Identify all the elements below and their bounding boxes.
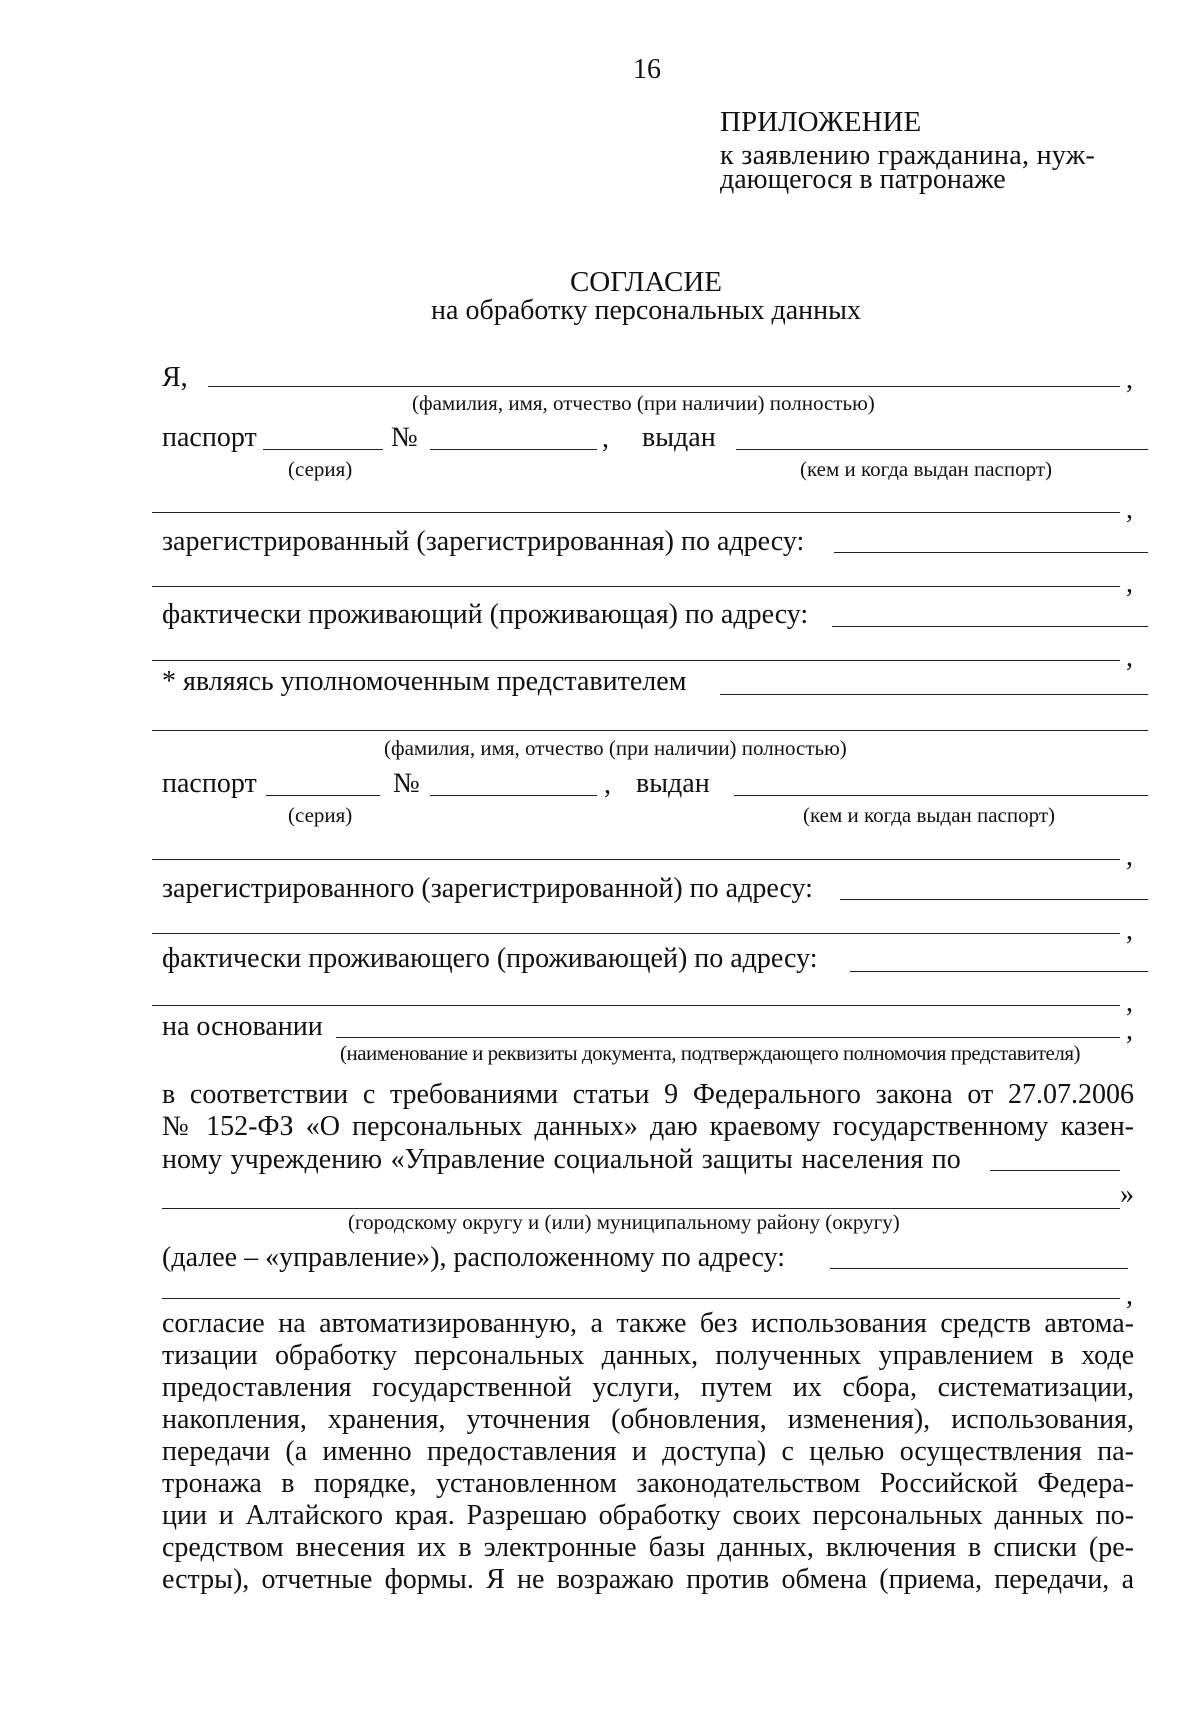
comma: , xyxy=(1126,987,1133,1018)
appendix-title: ПРИЛОЖЕНИЕ xyxy=(720,106,922,138)
document-subtitle: на обработку персональных данных xyxy=(431,295,861,326)
ya-label: Я, xyxy=(162,362,188,393)
actual-address-continuation-line[interactable] xyxy=(152,660,1120,661)
paragraph-line: № 152-ФЗ «О персональных данных» даю краевому государственному казен- xyxy=(162,1111,1134,1142)
document-title: СОГЛАСИЕ xyxy=(569,266,723,298)
rep-actual-address-label: фактически проживающего (проживающей) по адресу: xyxy=(162,943,818,974)
actual-address-line[interactable] xyxy=(832,626,1148,627)
consent-paragraph-2 xyxy=(162,1308,1134,1596)
comma: , xyxy=(1126,841,1133,872)
page-number: 16 xyxy=(633,54,661,85)
paragraph-line: накопления, хранения, уточнения (обновления, изменения), использования, xyxy=(162,1404,1134,1435)
representative-name-continuation-line[interactable] xyxy=(152,730,1148,731)
number-sign: № xyxy=(391,422,418,453)
paragraph-line: естры), отчетные формы. Я не возражаю против обмена (приема, передачи, а xyxy=(162,1564,1134,1595)
passport-label: паспорт xyxy=(162,422,257,453)
comma: , xyxy=(1126,1015,1133,1046)
actual-address-label: фактически проживающий (проживающая) по адресу: xyxy=(162,599,809,630)
rep-actual-address-line[interactable] xyxy=(850,971,1148,972)
passport-number-line[interactable] xyxy=(430,449,597,450)
registered-address-continuation-line[interactable] xyxy=(152,586,1120,587)
management-address-continuation-line[interactable] xyxy=(162,1298,1120,1299)
rep-actual-continuation-line[interactable] xyxy=(152,1005,1120,1006)
basis-hint: (наименование и реквизиты документа, подтверждающего полномочия представителя) xyxy=(340,1041,1080,1065)
rep-passport-issued-line[interactable] xyxy=(734,795,1148,796)
consent-paragraph-1 xyxy=(162,1079,1134,1143)
appendix-line-1: к заявлению гражданина, нуж- xyxy=(720,140,1096,171)
further-label: (далее – «управление»), расположенному по адресу: xyxy=(162,1242,786,1273)
paragraph-line: ному учреждению «Управление социальной защиты населения по xyxy=(162,1144,961,1175)
district-line[interactable] xyxy=(990,1170,1120,1171)
rep-registered-label: зарегистрированного (зарегистрированной) по адресу: xyxy=(162,873,813,904)
rep-passport-label: паспорт xyxy=(162,768,257,799)
passport-series-line[interactable] xyxy=(263,449,383,450)
comma: , xyxy=(1126,364,1133,395)
fio-hint: (фамилия, имя, отчество (при наличии) полностью) xyxy=(412,391,875,415)
issued-hint: (кем и когда выдан паспорт) xyxy=(800,457,1053,481)
appendix-line-2: дающегося в патронаже xyxy=(720,164,1006,195)
rep-passport-number-line[interactable] xyxy=(430,795,597,796)
management-address-line[interactable] xyxy=(830,1268,1128,1269)
rep-passport-series-line[interactable] xyxy=(266,795,380,796)
paragraph-line: передачи (а именно предоставления и доступа) с целью осуществления па- xyxy=(162,1436,1134,1467)
rep-registered-continuation-line[interactable] xyxy=(152,933,1120,934)
representative-label: * являясь уполномоченным представителем xyxy=(162,666,687,697)
comma: , xyxy=(1126,494,1133,525)
comma: , xyxy=(604,769,611,800)
number-sign: № xyxy=(393,768,420,799)
rep-registered-address-line[interactable] xyxy=(840,899,1148,900)
registered-label: зарегистрированный (зарегистрированная) по адресу: xyxy=(162,526,805,557)
basis-line[interactable] xyxy=(336,1037,1120,1038)
series-hint: (серия) xyxy=(288,457,353,481)
fio-field-line[interactable] xyxy=(208,386,1120,387)
registered-address-line[interactable] xyxy=(834,552,1148,553)
comma: , xyxy=(1126,568,1133,599)
district-continuation-line[interactable] xyxy=(162,1208,1120,1209)
paragraph-line: средством внесения их в электронные базы данных, включения в списки (ре- xyxy=(162,1532,1134,1563)
rep-passport-continuation-line[interactable] xyxy=(152,859,1120,860)
basis-label: на основании xyxy=(162,1011,323,1042)
comma: , xyxy=(1126,642,1133,673)
paragraph-line: в соответствии с требованиями статьи 9 Федерального закона от 27.07.2006 xyxy=(162,1079,1134,1110)
rep-series-hint: (серия) xyxy=(288,803,353,827)
district-hint: (городскому округу и (или) муниципальному району (округу) xyxy=(348,1210,900,1234)
comma: , xyxy=(1126,915,1133,946)
representative-name-line[interactable] xyxy=(720,694,1148,695)
rep-issued-label: выдан xyxy=(636,768,710,799)
paragraph-line: тронажа в порядке, установленном законодательством Российской Федера- xyxy=(162,1468,1134,1499)
issued-label: выдан xyxy=(642,422,716,453)
passport-issued-continuation-line[interactable] xyxy=(152,512,1120,513)
close-quote: » xyxy=(1120,1179,1134,1210)
paragraph-line: тизации обработку персональных данных, полученных управлением в ходе xyxy=(162,1340,1134,1371)
paragraph-line: согласие на автоматизированную, а также без использования средств автома- xyxy=(162,1308,1134,1339)
rep-issued-hint: (кем и когда выдан паспорт) xyxy=(803,803,1056,827)
passport-issued-line[interactable] xyxy=(736,449,1148,450)
paragraph-line: ции и Алтайского края. Разрешаю обработку своих персональных данных по- xyxy=(162,1500,1134,1531)
comma: , xyxy=(1126,1280,1133,1311)
paragraph-line: предоставления государственной услуги, путем их сбора, систематизации, xyxy=(162,1372,1134,1403)
representative-fio-hint: (фамилия, имя, отчество (при наличии) полностью) xyxy=(384,736,847,760)
comma: , xyxy=(602,423,609,454)
